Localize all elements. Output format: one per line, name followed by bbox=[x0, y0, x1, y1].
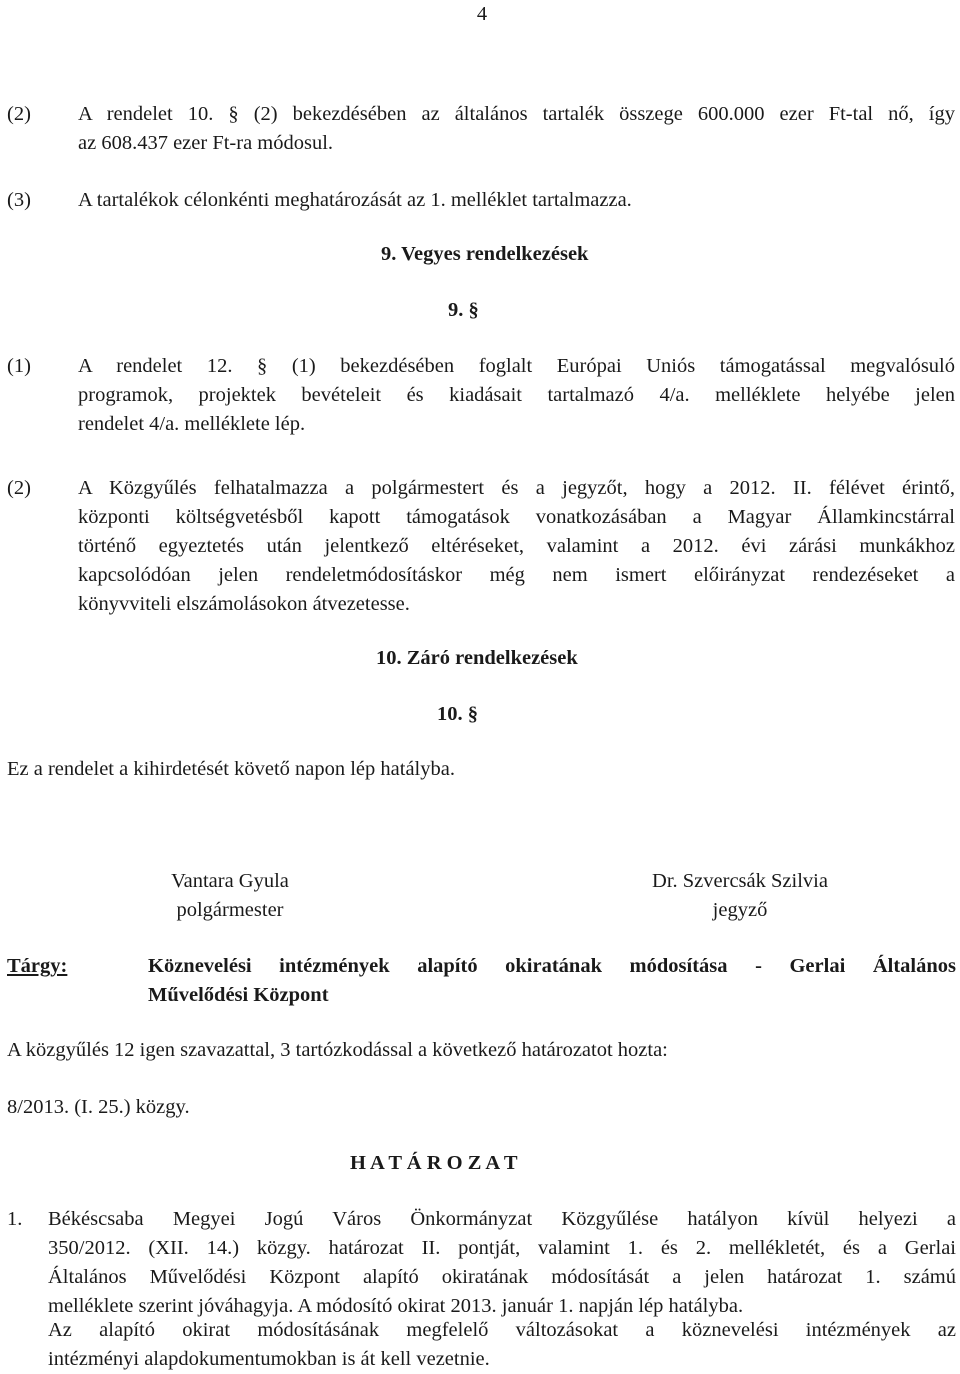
paragraph-line: A rendelet 12. § (1) bekezdésében foglalt Európai Uniós támogatással megvalósuló bbox=[78, 355, 955, 377]
section-heading: 9. § bbox=[448, 299, 479, 321]
subject-line: Köznevelési intézmények alapító okiratának módosítása - Gerlai Általános bbox=[148, 955, 956, 977]
item-number: 1. bbox=[7, 1208, 23, 1230]
vote-text: A közgyűlés 12 igen szavazattal, 3 tartózkodással a következő határozatot hozta: bbox=[7, 1039, 668, 1061]
signature-right-title: jegyző bbox=[712, 899, 768, 921]
signature-right-name: Dr. Szvercsák Szilvia bbox=[652, 870, 828, 892]
paragraph-line: A rendelet 10. § (2) bekezdésében az általános tartalék összege 600.000 ezer Ft-tal nő, így bbox=[78, 103, 955, 125]
item-line: Az alapító okirat módosításának megfelelő változásokat a köznevelési intézmények az bbox=[48, 1319, 956, 1341]
subject-line: Művelődési Központ bbox=[148, 984, 329, 1006]
paragraph-number: (3) bbox=[7, 189, 31, 211]
paragraph-line: könyvviteli elszámolásokon átvezetesse. bbox=[78, 593, 410, 615]
paragraph-line: programok, projektek bevételeit és kiadásait tartalmazó 4/a. melléklete helyébe jelen bbox=[78, 384, 955, 406]
paragraph-number: (2) bbox=[7, 103, 31, 125]
paragraph-number: (1) bbox=[7, 355, 31, 377]
item-line: Békéscsaba Megyei Jogú Város Önkormányzat Közgyűlése hatályon kívül helyezi a bbox=[48, 1208, 956, 1230]
section-heading: 10. § bbox=[437, 703, 478, 725]
paragraph-line: A tartalékok célonkénti meghatározását az 1. melléklet tartalmazza. bbox=[78, 189, 632, 211]
item-line: melléklete szerint jóváhagyja. A módosító okirat 2013. január 1. napján lép hatályba. bbox=[48, 1295, 744, 1317]
signature-left-title: polgármester bbox=[176, 899, 284, 921]
item-line: Általános Művelődési Központ alapító okiratának módosítását a jelen határozat 1. számú bbox=[48, 1266, 956, 1288]
chapter-heading: 9. Vegyes rendelkezések bbox=[381, 243, 589, 265]
paragraph-line: történő egyeztetés után jelentkező eltéréseket, valamint a 2012. évi zárási munkákhoz bbox=[78, 535, 955, 557]
paragraph-line: az 608.437 ezer Ft-ra módosul. bbox=[78, 132, 334, 154]
signature-left-name: Vantara Gyula bbox=[171, 870, 289, 892]
paragraph-line: A Közgyűlés felhatalmazza a polgármestert és a jegyzőt, hogy a 2012. II. félévet érintő, bbox=[78, 477, 955, 499]
paragraph-number: (2) bbox=[7, 477, 31, 499]
resolution-number: 8/2013. (I. 25.) közgy. bbox=[7, 1096, 190, 1118]
page-number: 4 bbox=[476, 3, 488, 25]
paragraph-line: rendelet 4/a. melléklete lép. bbox=[78, 413, 306, 435]
subject-label: Tárgy: bbox=[7, 955, 68, 977]
resolution-heading: H A T Á R O Z A T bbox=[350, 1152, 518, 1174]
chapter-heading: 10. Záró rendelkezések bbox=[376, 647, 578, 669]
item-line: intézményi alapdokumentumokban is át kell vezetnie. bbox=[48, 1348, 490, 1370]
item-line: 350/2012. (XII. 14.) közgy. határozat II. pontját, valamint 1. és 2. mellékletét, és a Gerlai bbox=[48, 1237, 956, 1259]
paragraph-line: központi költségvetésből kapott támogatások vonatkozásában a Magyar Államkincstárral bbox=[78, 506, 955, 528]
paragraph-line: kapcsolódóan jelen rendeletmódosításkor még nem ismert előirányzat rendezéseket a bbox=[78, 564, 955, 586]
effective-text: Ez a rendelet a kihirdetését követő napon lép hatályba. bbox=[7, 758, 455, 780]
